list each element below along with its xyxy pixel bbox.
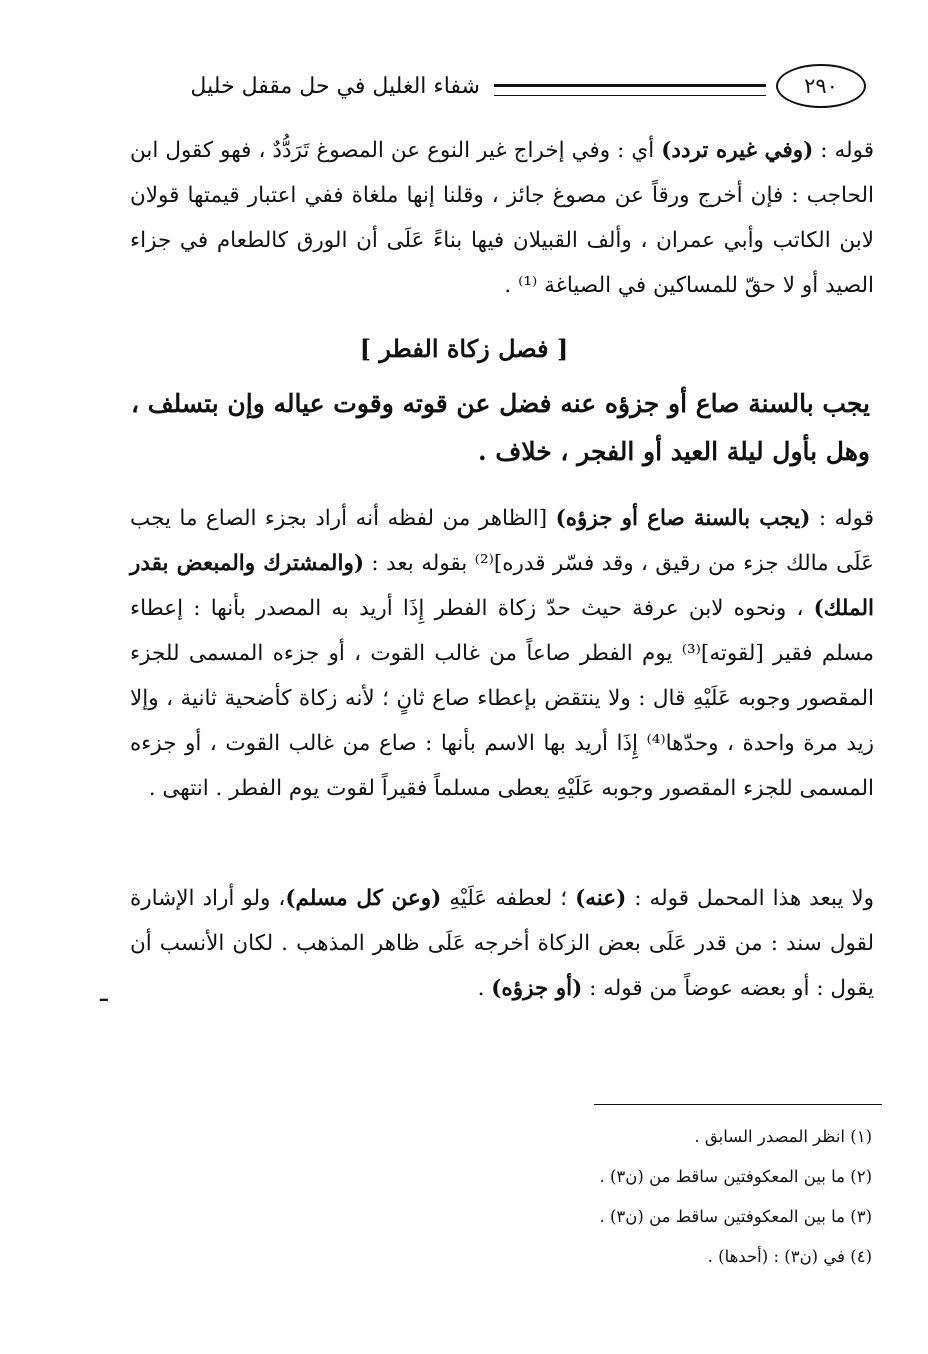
page-number: ٢٩٠ [776, 64, 866, 108]
text-run: ، ونحوه لابن عرفة حيث حدّ زكاة الفطر إِذَا أريد به المصدر بأنها : إعطاء مسلم فقير [لقوته]⁽³⁾ يوم الفطر صاعاً من غالب القوت ، أو جزءه المسمى للجزء المقصور وجوبه عَلَيْهِ قال : ولا ينتقض بإعطاء صاع ثانٍ ؛ لأنه زكاة كأضحية ثانية ، وإلا زيد مرة واحدة ، وحدّها⁽⁴⁾ إِذَا أريد بها الاسم بأنها : صاع من غالب القوت ، أو جزءه المسمى للجزء المقصور وجوبه عَلَيْهِ يعطى مسلماً فقيراً لقوت يوم الفطر . انتهى . [130, 596, 874, 801]
section-heading: [ فصل زكاة الفطر ] [359, 334, 569, 363]
matn-text: يجب بالسنة صاع أو جزؤه عنه فضل عن قوته وقوت عياله وإن بتسلف ، وهل بأول ليلة العيد أو الفجر ، خلاف . [130, 389, 870, 466]
text-run: أي : وفي إخراج غير النوع عن المصوغ تَرَدُّدٌ ، فهو كقول ابن الحاجب : فإن أخرج ورقاً عن مصوغ جائز ، وقلنا إنها ملغاة ففي اعتبار قيمتها قولان لابن الكاتب وأبي عمران ، وألف القبيلان فيها بناءً عَلَى أن الورق كالطعام في جزاء الصيد أو لا حقّ للمساكين في الصياغة ⁽¹⁾ . [130, 138, 874, 298]
quoted-lemma: (أو جزؤه) [491, 976, 583, 1001]
book-title: شفاء الغليل في حل مقفل خليل [190, 74, 480, 99]
quoted-lemma: (وفي غيره تردد) [661, 138, 814, 163]
paragraph-commentary-3 [130, 876, 874, 1011]
text-run: ولا يبعد هذا المحمل قوله : [626, 886, 874, 911]
footnotes [472, 1117, 872, 1277]
footnote-1: (١) انظر المصدر السابق . [694, 1127, 872, 1146]
footnote-4: (٤) في (ن٣) : (أحدها) . [707, 1247, 872, 1266]
text-run: قوله : [813, 138, 874, 163]
text-run: ، ولو أراد الإشارة لقول سند : من قدر عَلَى بعض الزكاة أخرجه عَلَى ظاهر المذهب . لكان الأنسب أن يقول : أو بعضه عوضاً من قوله : [130, 886, 874, 1001]
footnote-2: (٢) ما بين المعكوفتين ساقط من (ن٣) . [599, 1167, 872, 1186]
text-run: قوله : [810, 506, 874, 531]
text-run: ؛ لعطفه عَلَيْهِ [441, 886, 576, 911]
header-rule [494, 84, 766, 96]
running-header [118, 70, 838, 110]
margin-mark: ـ [100, 978, 108, 1008]
quoted-lemma: (عنه) [575, 886, 627, 911]
quoted-lemma: (والمشترك والمبعض بقدر الملك) [130, 551, 874, 621]
paragraph-commentary-2 [130, 496, 874, 811]
quoted-lemma: (وعن كل مسلم) [285, 886, 442, 911]
text-run: [الظاهر من لفظه أنه أراد بجزء الصاع ما يجب عَلَى مالك جزء من رقيق ، وقد فسّر قدره]⁽²⁾ بقوله بعد : [130, 506, 875, 576]
quoted-lemma: (يجب بالسنة صاع أو جزؤه) [555, 506, 811, 531]
footnote-separator [594, 1104, 882, 1105]
text-run: . [477, 976, 492, 1001]
paragraph-commentary-1 [130, 128, 874, 308]
footnote-3: (٣) ما بين المعكوفتين ساقط من (ن٣) . [599, 1207, 872, 1226]
